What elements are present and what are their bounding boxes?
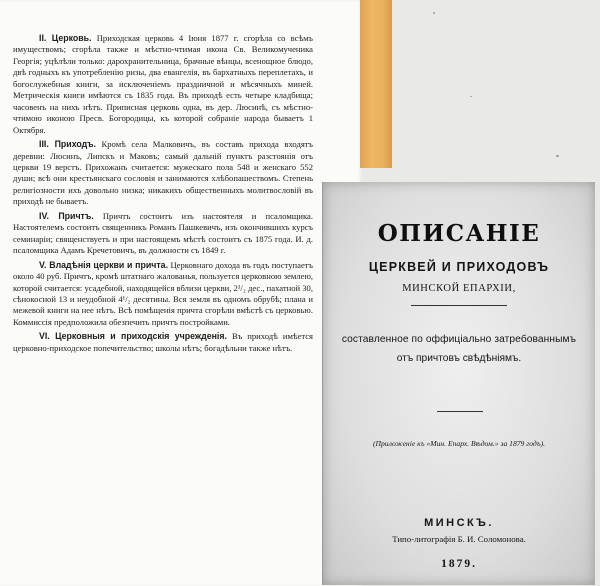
- section-clergy: [13, 211, 313, 257]
- section-institutions-heading: VI. Церковныя и приходскія учрежденія.: [39, 331, 227, 342]
- cover-subtitle-clergy-info: отъ причтовъ свѣдѣніямъ.: [396, 353, 522, 364]
- section-church-text: Приходская церковь 4 Іюня 1877 г. сгорѣла со всѣмъ имуществомъ; сгорѣла также и мѣстно-чтимая икона Св. Великомученика Георгія; уцѣлѣли только: дарохранительница, брачные вѣнцы, всенощное блюдо, двѣ годныхъ къ употребленію ризы, два евангелія, въ бархатныхъ переплетахъ, и богослужебныя книги, за исключеніемъ праздничной и мѣсячныхъ миней. Метрическія книги имѣются съ 1835 года. Въ приходѣ есть четыре кладбища; часовенъ на нихъ нѣтъ. Приписная церковь одна, въ дер. Люсинѣ, съ мѣстно-чтимою иконою Пресв. Богородицы, къ которой собраніе народа бываетъ 1 Октября.: [13, 33, 313, 135]
- title-page: [322, 182, 595, 585]
- ink-speck: [433, 12, 435, 14]
- section-property: [13, 260, 313, 329]
- section-church-heading: II. Церковь.: [39, 33, 92, 43]
- section-parish: [13, 139, 313, 208]
- cover-year: 1879.: [441, 558, 477, 570]
- cover-title: ОПИСАНІЕ: [377, 220, 541, 247]
- section-church: [13, 33, 313, 136]
- ink-speck: [556, 155, 559, 157]
- section-institutions-text: Въ приходѣ имѣется церковно-приходское попечительство; школы нѣтъ; богадѣльни также нѣтъ.: [13, 331, 313, 353]
- cover-subtitle-churches: ЦЕРКВЕЙ И ПРИХОДОВЪ: [368, 260, 550, 274]
- cover-subtitle-diocese: МИНСКОЙ ЕПАРХІИ,: [402, 283, 516, 294]
- ink-speck: [470, 96, 472, 97]
- section-property-heading: V. Владѣнія церкви и причта.: [39, 259, 169, 270]
- cover-city: МИНСКЪ.: [424, 517, 494, 529]
- section-parish-text: Кромѣ села Малковичъ, въ составъ прихода входятъ деревни: Люсинъ, Липскъ и Маковъ; самый дальній пунктъ разстоянія отъ церкви 19 верстъ. Прихожанъ считается: мужескаго пола 548 и женскаго 552 души; всѣ они крестьянскаго сословія и занимаются хлѣбопашествомъ. Степень религіозности ихъ довольно низка; никакихъ общественныхъ молитвословій въ приходѣ не бываетъ.: [13, 139, 313, 207]
- section-institutions: [13, 331, 313, 354]
- cover-divider-short: [437, 411, 483, 412]
- cover-subtitle-compiled: составленное по оффиціально затребованнымъ: [341, 334, 577, 345]
- orange-tape-strip: [360, 0, 392, 168]
- section-clergy-heading: IV. Причтъ.: [39, 210, 94, 221]
- section-parish-heading: III. Приходъ.: [39, 139, 96, 150]
- section-property-text: Церковнаго дохода въ годъ поступаетъ около 40 руб. Причтъ, кромѣ штатнаго жалованья, пользуется церковною землею, которой считается: усадебной, находящейся вблизи церкви, 2¹/₂ дес., пахатной 30, сѣнокосной 13 и неудобной 4¹/₂ десятины. Вся земля въ одномъ обрубѣ; плана и межевой книги на нее нѣтъ. Всѣ помѣщенія причта сгорѣли вмѣстѣ съ церковью. Коммиссія предположила обезпечить причтъ постройками.: [13, 259, 314, 327]
- cover-supplement-note: (Приложеніе къ «Мин. Епарх. Вѣдом.» за 1879 годъ).: [372, 439, 546, 448]
- left-page-text: [13, 33, 313, 354]
- cover-divider: [411, 305, 507, 306]
- section-clergy-text: Причтъ состоитъ изъ настоятеля и псаломщика. Настоятелемъ состоитъ священникъ Романъ Пашкевичъ, изъ окончившихъ курсъ семинаріи; священствуетъ и при настоящемъ мѣстѣ состоитъ съ 1875 года. И. д. псаломщика Адамъ Кречетовичъ, въ должности съ 1849 г.: [13, 210, 313, 256]
- cover-printing-house: Типо-литографія Б. И. Соломонова.: [392, 534, 526, 544]
